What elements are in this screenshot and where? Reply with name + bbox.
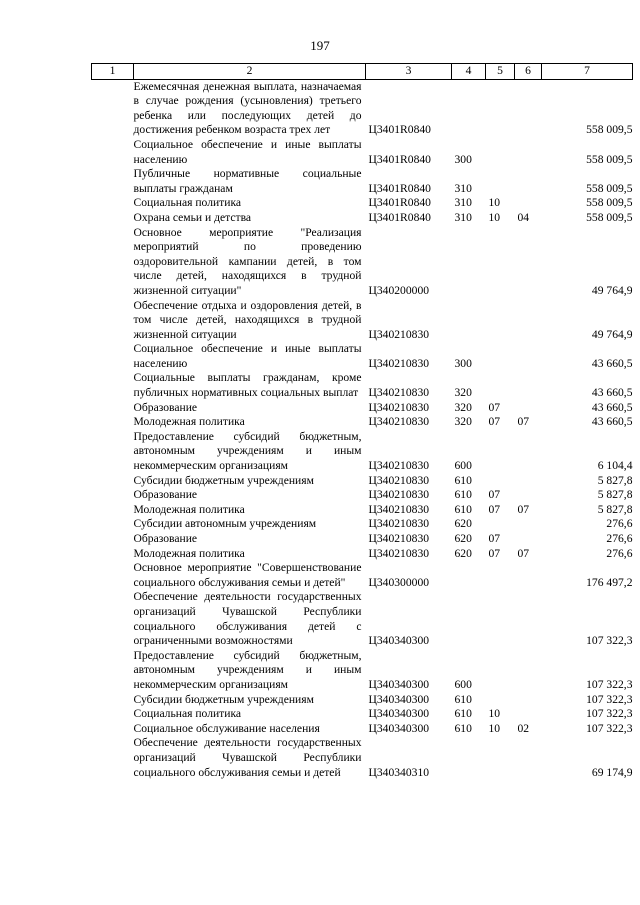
row-expense-type: 310: [454, 181, 472, 195]
row-name: Основное мероприятие "Совершенствование социального обслуживания семьи и детей": [133, 561, 362, 589]
row-blank: [92, 430, 134, 474]
row-blank: [92, 488, 134, 503]
row-blank: [92, 503, 134, 518]
row-expense-type: 610: [454, 692, 472, 706]
row-target-code: Ц340340310: [368, 765, 430, 779]
row-blank: [92, 167, 134, 196]
row-name: Молодежная политика: [133, 415, 245, 429]
row-target-code: Ц340210830: [368, 517, 430, 531]
table-row: [92, 167, 633, 196]
table-row: [92, 415, 633, 430]
row-blank: [92, 561, 134, 590]
header-row: [92, 64, 633, 80]
row-amount: 5 827,8: [597, 488, 633, 502]
row-section: [486, 138, 515, 167]
row-section: 07: [488, 532, 501, 545]
row-name: Молодежная политика: [133, 502, 245, 516]
row-expense-type: 610: [454, 707, 472, 721]
row-name: Предоставление субсидий бюджетным, автономным учреждениям и иным некоммерческим организациям: [133, 648, 362, 691]
header-col-1: 1: [92, 64, 134, 80]
row-amount: 558 009,5: [586, 196, 633, 210]
row-subsection: [515, 371, 542, 400]
row-target-code: Ц340210830: [368, 502, 430, 516]
row-expense-type: 610: [454, 488, 472, 502]
table-row: [92, 488, 633, 503]
row-amount: 107 322,3: [586, 677, 633, 691]
row-expense-type: 310: [454, 210, 472, 224]
row-subsection: [515, 532, 542, 547]
row-subsection: 07: [517, 415, 530, 429]
row-subsection: [515, 517, 542, 532]
row-amount: 276,6: [606, 532, 633, 545]
row-expense-type: 600: [454, 459, 472, 473]
table-row: [92, 79, 633, 138]
row-expense-type: 600: [454, 677, 472, 691]
row-blank: [92, 693, 134, 708]
header-col-4: 4: [452, 64, 486, 80]
row-expense-type: 320: [454, 400, 472, 414]
row-subsection: [515, 167, 542, 196]
table-row: [92, 532, 633, 547]
header-col-7: 7: [542, 64, 633, 80]
table-row: [92, 299, 633, 343]
row-section: [486, 736, 515, 780]
row-section: [486, 371, 515, 400]
row-section: 07: [488, 488, 501, 502]
header-col-6: 6: [515, 64, 542, 80]
row-target-code: Ц340210830: [368, 400, 430, 414]
row-expense-type: 310: [454, 196, 472, 210]
row-blank: [92, 547, 134, 562]
table-row: [92, 736, 633, 780]
row-blank: [92, 342, 134, 371]
row-amount: 43 660,5: [591, 356, 633, 370]
row-expense-type: 320: [454, 386, 472, 400]
table-row: [92, 649, 633, 693]
table-row: [92, 430, 633, 474]
table-row: [92, 547, 633, 562]
row-section: 10: [488, 721, 501, 735]
row-amount: 69 174,9: [591, 765, 633, 779]
table-row: [92, 722, 633, 737]
table-row: [92, 707, 633, 722]
row-section: 07: [488, 546, 501, 560]
row-expense-type: [452, 226, 486, 299]
row-blank: [92, 532, 134, 547]
table-row: [92, 517, 633, 532]
row-subsection: [515, 299, 542, 343]
row-name: Обеспечение отдыха и оздоровления детей, в том числе детей, находящихся в трудной жизненной ситуации: [133, 298, 362, 341]
row-name: Образование: [133, 400, 198, 414]
row-target-code: Ц340210830: [368, 415, 430, 429]
header-col-2: 2: [134, 64, 366, 80]
row-name: Социальное обеспечение и иные выплаты населению: [133, 137, 362, 166]
table-row: [92, 503, 633, 518]
row-expense-type: 620: [454, 517, 472, 531]
row-section: [486, 430, 515, 474]
row-target-code: Ц340340300: [368, 677, 430, 691]
row-section: [486, 590, 515, 648]
row-target-code: Ц3401R0840: [368, 123, 431, 137]
row-amount: 107 322,3: [586, 692, 633, 706]
row-name: Молодежная политика: [133, 546, 245, 560]
table-row: [92, 561, 633, 590]
row-name: Субсидии бюджетным учреждениям: [133, 473, 314, 487]
row-amount: 43 660,5: [591, 400, 633, 414]
row-subsection: [515, 342, 542, 371]
row-blank: [92, 401, 134, 416]
row-name: Субсидии автономным учреждениям: [133, 517, 317, 531]
row-section: [486, 167, 515, 196]
row-name: Социальное обеспечение и иные выплаты населению: [133, 342, 362, 370]
table-row: [92, 590, 633, 648]
row-section: [486, 342, 515, 371]
row-amount: 5 827,8: [597, 473, 633, 487]
row-blank: [92, 226, 134, 299]
row-target-code: Ц3401R0840: [368, 210, 431, 224]
table-row: [92, 474, 633, 489]
row-expense-type: [452, 590, 486, 648]
row-target-code: Ц340300000: [368, 575, 430, 589]
row-name: Образование: [133, 532, 198, 545]
row-subsection: 07: [517, 502, 530, 516]
row-target-code: Ц340210830: [368, 356, 430, 370]
row-section: [486, 517, 515, 532]
table-row: [92, 401, 633, 416]
row-name: Основное мероприятие "Реализация мероприятий по проведению оздоровительной кампании детей, в том числе детей, находящихся в трудной жизненной ситуации": [133, 225, 362, 297]
row-blank: [92, 211, 134, 226]
row-name: Обеспечение деятельности государственных организаций Чувашской Республики социального обслуживания детей с ограниченными возможностями: [133, 590, 362, 648]
row-subsection: [515, 649, 542, 693]
row-section: 07: [488, 502, 501, 516]
row-subsection: 02: [517, 721, 530, 735]
row-target-code: Ц340340300: [368, 721, 430, 735]
row-subsection: [515, 707, 542, 722]
row-section: [486, 299, 515, 343]
table-row: [92, 138, 633, 167]
row-subsection: 04: [517, 210, 530, 224]
row-subsection: [515, 430, 542, 474]
row-expense-type: [452, 561, 486, 590]
row-section: [486, 649, 515, 693]
row-subsection: [515, 79, 542, 138]
row-blank: [92, 415, 134, 430]
row-subsection: [515, 401, 542, 416]
row-target-code: Ц3401R0840: [368, 196, 431, 210]
row-subsection: [515, 474, 542, 489]
row-blank: [92, 517, 134, 532]
row-amount: 276,6: [606, 517, 633, 531]
row-target-code: Ц3401R0840: [368, 152, 431, 166]
row-section: [486, 79, 515, 138]
row-target-code: Ц340210830: [368, 546, 430, 560]
header-col-5: 5: [486, 64, 515, 80]
header-col-3: 3: [366, 64, 452, 80]
table-row: [92, 226, 633, 299]
row-expense-type: 620: [454, 532, 472, 545]
row-amount: 558 009,5: [586, 181, 633, 195]
row-subsection: [515, 196, 542, 211]
row-section: 10: [488, 707, 501, 721]
row-amount: 6 104,4: [597, 459, 633, 473]
row-name: Охрана семьи и детства: [133, 210, 252, 224]
row-blank: [92, 722, 134, 737]
row-target-code: Ц340210830: [368, 386, 430, 400]
row-name: Образование: [133, 488, 198, 502]
row-blank: [92, 590, 134, 648]
row-target-code: Ц340340300: [368, 707, 430, 721]
row-section: [486, 226, 515, 299]
row-expense-type: 300: [454, 356, 472, 370]
row-section: 07: [488, 400, 501, 414]
row-name: Предоставление субсидий бюджетным, автономным учреждениям и иным некоммерческим организациям: [133, 429, 362, 473]
row-expense-type: 610: [454, 473, 472, 487]
row-name: Социальные выплаты гражданам, кроме публичных нормативных социальных выплат: [133, 371, 362, 400]
row-amount: 107 322,3: [586, 634, 633, 648]
row-amount: 558 009,5: [586, 123, 633, 137]
row-target-code: Ц340200000: [368, 283, 430, 297]
row-amount: 107 322,3: [586, 721, 633, 735]
row-section: 07: [488, 415, 501, 429]
row-amount: 176 497,2: [586, 575, 633, 589]
row-target-code: Ц3401R0840: [368, 181, 431, 195]
row-blank: [92, 79, 134, 138]
row-subsection: [515, 488, 542, 503]
row-amount: 558 009,5: [586, 210, 633, 224]
row-target-code: Ц340340300: [368, 634, 430, 648]
table-row: [92, 211, 633, 226]
row-expense-type: [452, 299, 486, 343]
row-name: Ежемесячная денежная выплата, назначаемая в случае рождения (усыновления) третьего ребенка или последующих детей до достижения ребенком возраста трех лет: [133, 79, 362, 137]
row-blank: [92, 707, 134, 722]
row-amount: 49 764,9: [591, 283, 633, 297]
row-amount: 43 660,5: [591, 415, 633, 429]
row-section: 10: [488, 210, 501, 224]
row-target-code: Ц340210830: [368, 473, 430, 487]
row-expense-type: 300: [454, 152, 472, 166]
row-amount: 107 322,3: [586, 707, 633, 721]
row-name: Социальное обслуживание населения: [133, 721, 320, 735]
row-amount: 558 009,5: [586, 152, 633, 166]
row-expense-type: 620: [454, 546, 472, 560]
row-expense-type: 320: [454, 415, 472, 429]
row-expense-type: 610: [454, 721, 472, 735]
row-blank: [92, 736, 134, 780]
row-target-code: Ц340210830: [368, 532, 430, 545]
row-name: Социальная политика: [133, 196, 242, 210]
row-blank: [92, 299, 134, 343]
row-subsection: [515, 226, 542, 299]
row-subsection: 07: [517, 546, 530, 560]
row-expense-type: [452, 79, 486, 138]
row-section: [486, 474, 515, 489]
row-amount: 43 660,5: [591, 386, 633, 400]
table-row: [92, 196, 633, 211]
row-amount: 276,6: [606, 546, 633, 560]
row-blank: [92, 474, 134, 489]
row-subsection: [515, 561, 542, 590]
row-expense-type: 610: [454, 502, 472, 516]
row-subsection: [515, 138, 542, 167]
row-subsection: [515, 590, 542, 648]
row-name: Субсидии бюджетным учреждениям: [133, 692, 314, 706]
row-blank: [92, 196, 134, 211]
table-row: [92, 342, 633, 371]
row-target-code: Ц340340300: [368, 692, 430, 706]
row-section: 10: [488, 196, 501, 210]
row-subsection: [515, 736, 542, 780]
row-expense-type: [452, 736, 486, 780]
row-blank: [92, 371, 134, 400]
row-section: [486, 561, 515, 590]
row-blank: [92, 649, 134, 693]
page-number: 197: [310, 38, 330, 53]
row-name: Социальная политика: [133, 707, 242, 721]
row-target-code: Ц340210830: [368, 459, 430, 473]
table-row: [92, 693, 633, 708]
row-target-code: Ц340210830: [368, 488, 430, 502]
row-subsection: [515, 693, 542, 708]
row-name: Обеспечение деятельности государственных организаций Чувашской Республики социального обслуживания семьи и детей: [133, 736, 362, 779]
row-section: [486, 693, 515, 708]
row-blank: [92, 138, 134, 167]
table-row: [92, 371, 633, 400]
row-amount: 5 827,8: [597, 502, 633, 516]
row-amount: 49 764,9: [591, 327, 633, 341]
budget-table: [91, 63, 633, 780]
row-target-code: Ц340210830: [368, 327, 430, 341]
row-name: Публичные нормативные социальные выплаты гражданам: [133, 167, 362, 195]
